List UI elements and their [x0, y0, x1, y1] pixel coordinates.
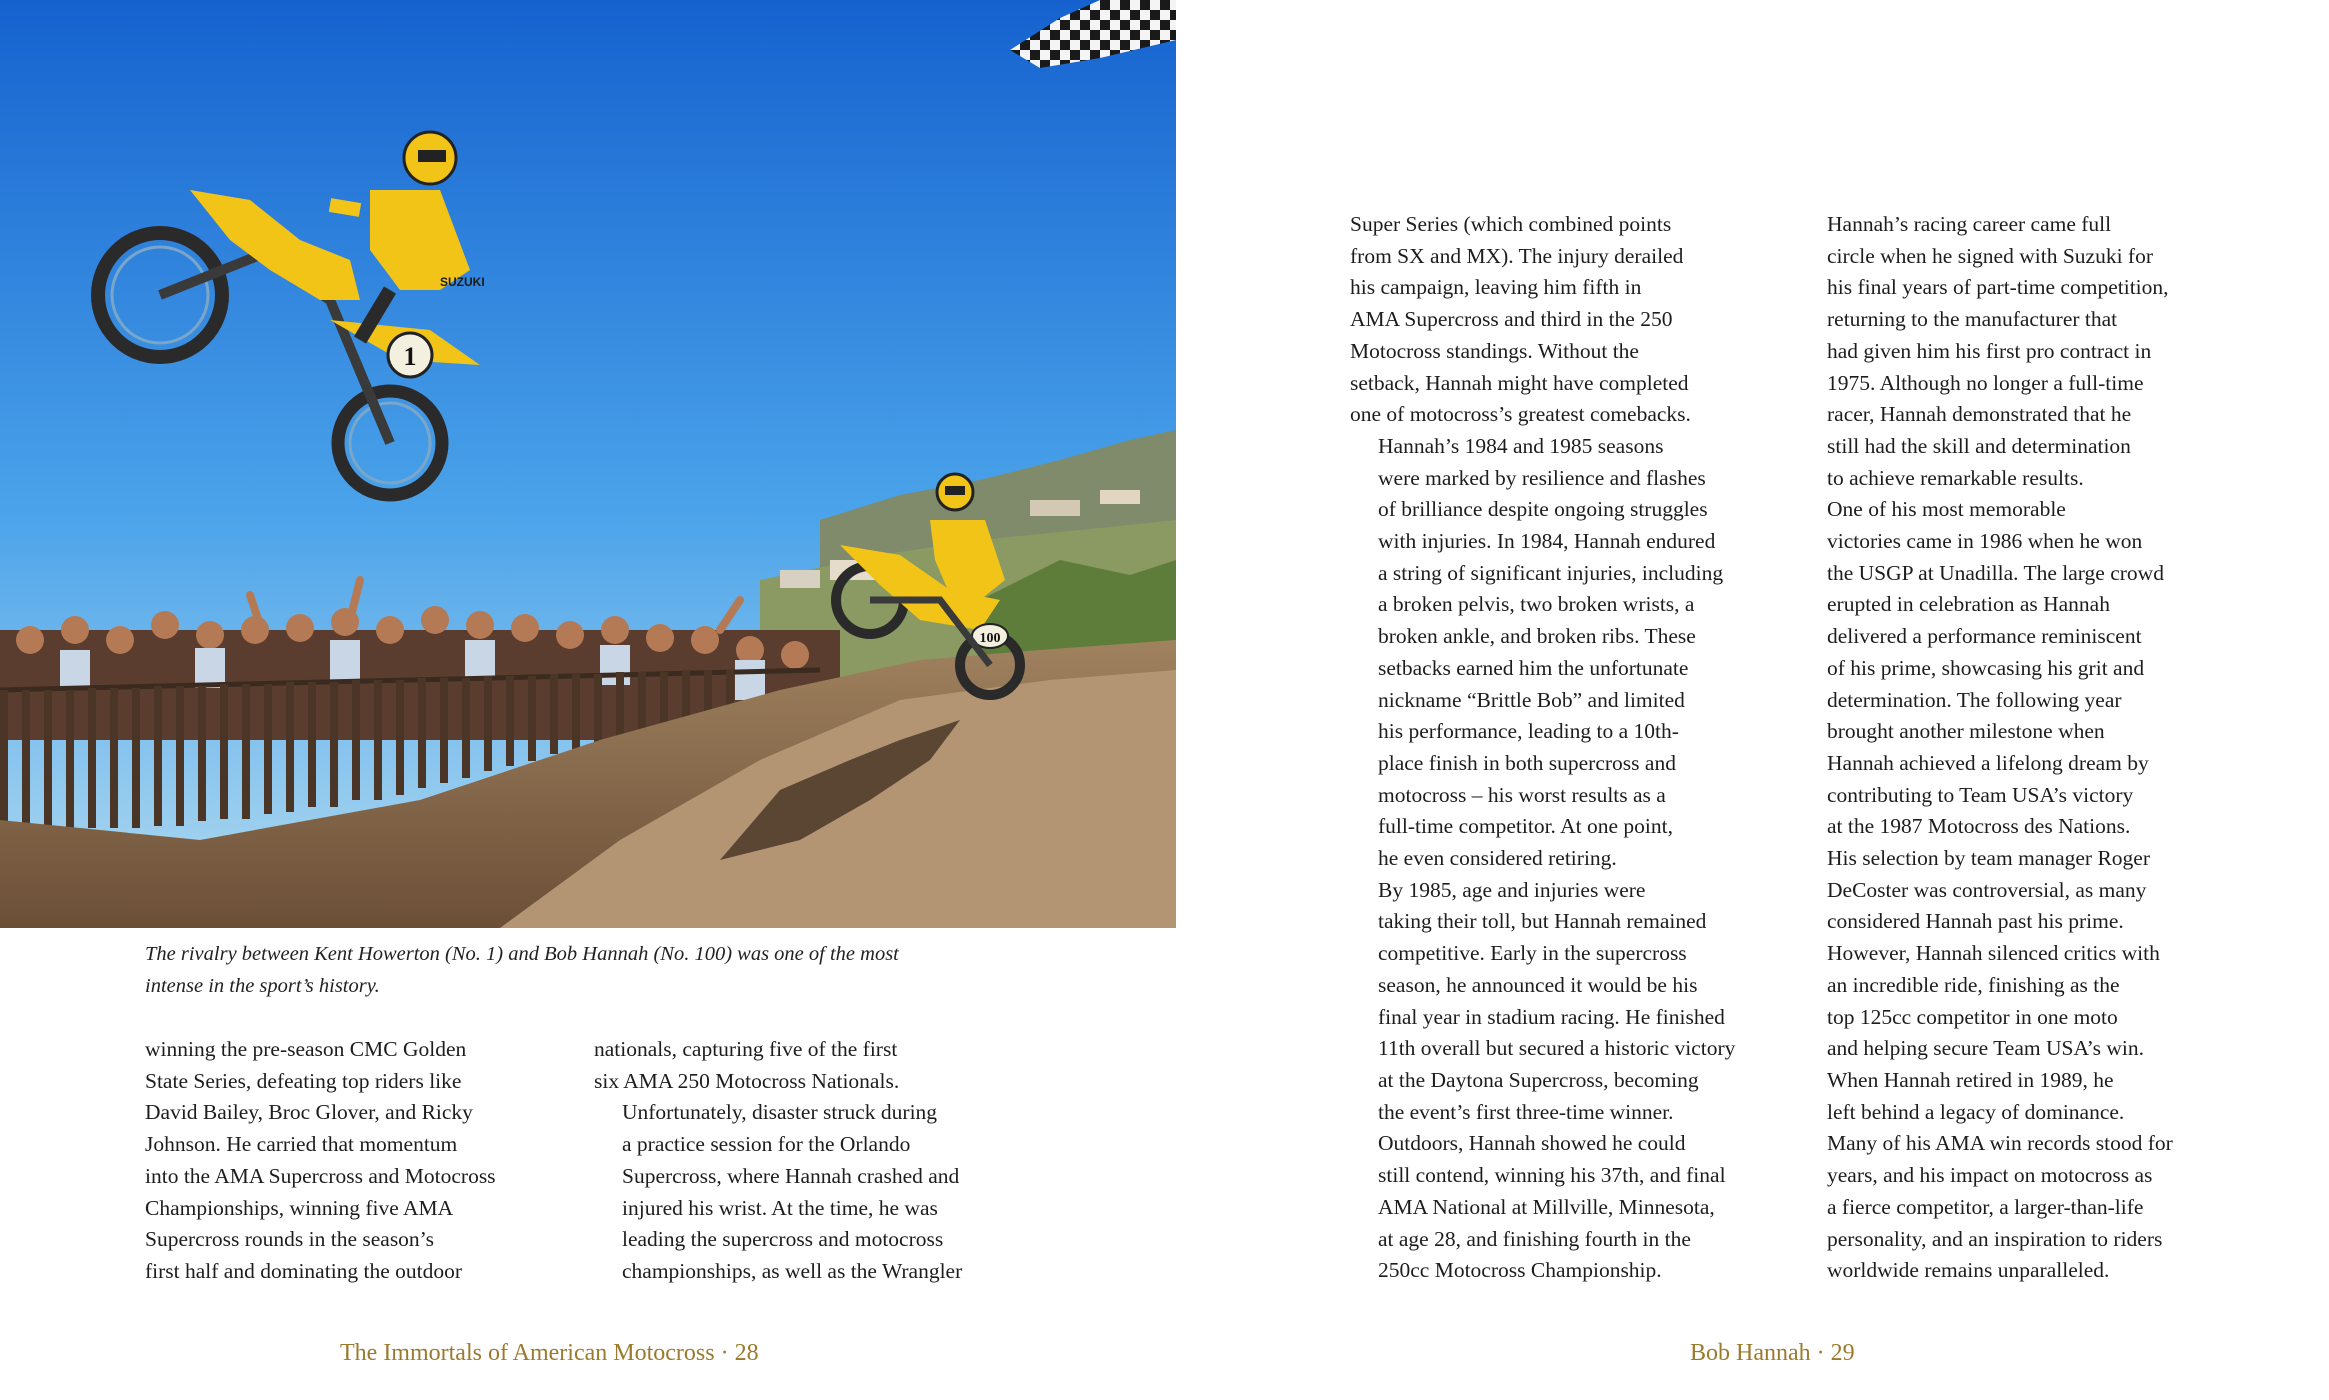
text-line: Hannah’s 1984 and 1985 seasons — [1378, 433, 1664, 458]
text-line: 11th overall but secured a historic victory — [1378, 1036, 1736, 1061]
text-line: his performance, leading to a 10th- — [1378, 719, 1679, 744]
paragraph — [1350, 209, 1770, 431]
text-line: Unfortunately, disaster struck during — [622, 1100, 938, 1125]
caption-line: The rivalry between Kent Howerton (No. 1) and Bob Hannah (No. 100) was one of the most — [145, 943, 899, 965]
text-line: considered Hannah past his prime. — [1827, 909, 2124, 934]
paragraph — [1799, 494, 2219, 1065]
text-line: a broken pelvis, two broken wrists, a — [1378, 592, 1695, 617]
text-line: the USGP at Unadilla. The large crowd — [1827, 560, 2164, 585]
text-line: By 1985, age and injuries were — [1378, 877, 1646, 902]
text-line: years, and his impact on motocross as — [1827, 1163, 2153, 1188]
paragraph — [594, 1034, 1014, 1097]
text-line: Johnson. He carried that momentum — [145, 1132, 458, 1157]
text-line: setback, Hannah might have completed — [1350, 370, 1689, 395]
paragraph — [145, 1034, 565, 1288]
text-line: of his prime, showcasing his grit and — [1827, 655, 2145, 680]
text-line: Hannah’s racing career came full — [1827, 212, 2112, 236]
right-page-folio: Bob Hannah · 29 — [1690, 1340, 1855, 1366]
text-line: at the 1987 Motocross des Nations. — [1827, 814, 2131, 839]
text-line: Supercross rounds in the season’s — [145, 1227, 435, 1252]
text-line: Championships, winning five AMA — [145, 1195, 454, 1220]
text-line: from SX and MX). The injury derailed — [1350, 243, 1684, 268]
text-line: competitive. Early in the supercross — [1378, 941, 1687, 966]
text-line: at age 28, and finishing fourth in the — [1378, 1226, 1691, 1251]
text-line: of brilliance despite ongoing struggles — [1378, 497, 1708, 522]
text-line: Outdoors, Hannah showed he could — [1378, 1131, 1686, 1156]
text-line: taking their toll, but Hannah remained — [1378, 909, 1707, 934]
text-line: racer, Hannah demonstrated that he — [1827, 402, 2132, 427]
text-line: at the Daytona Supercross, becoming — [1378, 1067, 1699, 1092]
text-line: the event’s first three-time winner. — [1378, 1099, 1674, 1124]
text-line: 1975. Although no longer a full-time — [1827, 370, 2144, 395]
text-line: with injuries. In 1984, Hannah endured — [1378, 529, 1716, 554]
paragraph — [1799, 209, 2219, 494]
text-line: delivered a performance reminiscent — [1827, 624, 2142, 649]
text-line: David Bailey, Broc Glover, and Ricky — [145, 1100, 473, 1125]
photo-caption — [145, 938, 1045, 1002]
text-line: nickname “Brittle Bob” and limited — [1378, 687, 1685, 712]
text-line: top 125cc competitor in one moto — [1827, 1004, 2118, 1029]
text-line: determination. The following year — [1827, 687, 2122, 712]
text-line: left behind a legacy of dominance. — [1827, 1099, 2125, 1124]
text-line: Super Series (which combined points — [1350, 212, 1672, 236]
text-line: final year in stadium racing. He finished — [1378, 1004, 1725, 1029]
left-page-column-2 — [594, 1034, 1014, 1288]
text-line: One of his most memorable — [1827, 497, 2066, 522]
text-line: Motocross standings. Without the — [1350, 338, 1639, 363]
text-line: championships, as well as the Wrangler — [622, 1258, 963, 1283]
text-line: leading the supercross and motocross — [622, 1227, 944, 1252]
text-line: one of motocross’s greatest comebacks. — [1350, 402, 1691, 427]
paragraph — [1799, 1065, 2219, 1287]
paragraph — [1350, 875, 1770, 1287]
right-page-column-2 — [1799, 209, 2219, 1287]
text-line: first half and dominating the outdoor — [145, 1258, 463, 1283]
photo-illustration — [0, 0, 1176, 928]
text-line: injured his wrist. At the time, he was — [622, 1195, 938, 1220]
text-line: worldwide remains unparalleled. — [1827, 1258, 2110, 1283]
text-line: full-time competitor. At one point, — [1378, 814, 1673, 839]
right-page-column-1 — [1350, 209, 1770, 1287]
text-line: broken ankle, and broken ribs. These — [1378, 624, 1696, 649]
text-line: erupted in celebration as Hannah — [1827, 592, 2110, 617]
paragraph — [594, 1097, 1014, 1287]
text-line: he even considered retiring. — [1378, 846, 1617, 871]
paragraph — [1350, 431, 1770, 875]
text-line: winning the pre-season CMC Golden — [145, 1037, 467, 1061]
text-line: Many of his AMA win records stood for — [1827, 1131, 2173, 1156]
text-line: an incredible ride, finishing as the — [1827, 972, 2120, 997]
text-line: had given him his first pro contract in — [1827, 338, 2152, 363]
text-line: contributing to Team USA’s victory — [1827, 782, 2134, 807]
text-line: season, he announced it would be his — [1378, 972, 1698, 997]
text-line: his final years of part-time competition, — [1827, 275, 2169, 300]
text-line: However, Hannah silenced critics with — [1827, 941, 2160, 966]
text-line: Hannah achieved a lifelong dream by — [1827, 750, 2149, 775]
text-line: When Hannah retired in 1989, he — [1827, 1067, 2114, 1092]
text-line: circle when he signed with Suzuki for — [1827, 243, 2153, 268]
text-line: returning to the manufacturer that — [1827, 307, 2118, 332]
text-line: victories came in 1986 when he won — [1827, 529, 2143, 554]
text-line: a practice session for the Orlando — [622, 1132, 911, 1157]
rider-2-number-plate: 100 — [979, 631, 1001, 646]
rider-1-number-plate: 1 — [403, 342, 417, 371]
text-line: motocross – his worst results as a — [1378, 782, 1666, 807]
suzuki-lettering: SUZUKI — [440, 275, 485, 289]
text-line: Supercross, where Hannah crashed and — [622, 1163, 960, 1188]
text-line: personality, and an inspiration to riders — [1827, 1226, 2163, 1251]
text-line: DeCoster was controversial, as many — [1827, 877, 2147, 902]
text-line: and helping secure Team USA’s win. — [1827, 1036, 2144, 1061]
left-page-column-1 — [145, 1034, 565, 1288]
text-line: into the AMA Supercross and Motocross — [145, 1163, 496, 1188]
text-line: AMA Supercross and third in the 250 — [1350, 307, 1673, 332]
text-line: 250cc Motocross Championship. — [1378, 1258, 1662, 1283]
text-line: State Series, defeating top riders like — [145, 1068, 462, 1093]
text-line: to achieve remarkable results. — [1827, 465, 2084, 490]
text-line: were marked by resilience and flashes — [1378, 465, 1706, 490]
text-line: AMA National at Millville, Minnesota, — [1378, 1194, 1715, 1219]
text-line: a string of significant injuries, including — [1378, 560, 1724, 585]
text-line: still contend, winning his 37th, and final — [1378, 1163, 1726, 1188]
text-line: His selection by team manager Roger — [1827, 846, 2150, 871]
caption-line: intense in the sport’s history. — [145, 975, 380, 997]
motocross-race-photo — [0, 0, 1176, 928]
text-line: his campaign, leaving him fifth in — [1350, 275, 1642, 300]
text-line: still had the skill and determination — [1827, 433, 2131, 458]
text-line: a fierce competitor, a larger-than-life — [1827, 1194, 2144, 1219]
text-line: place finish in both supercross and — [1378, 750, 1676, 775]
text-line: brought another milestone when — [1827, 719, 2105, 744]
text-line: six AMA 250 Motocross Nationals. — [594, 1068, 900, 1093]
text-line: nationals, capturing five of the first — [594, 1037, 898, 1061]
text-line: setbacks earned him the unfortunate — [1378, 655, 1689, 680]
left-page-folio: The Immortals of American Motocross · 28 — [340, 1340, 759, 1366]
